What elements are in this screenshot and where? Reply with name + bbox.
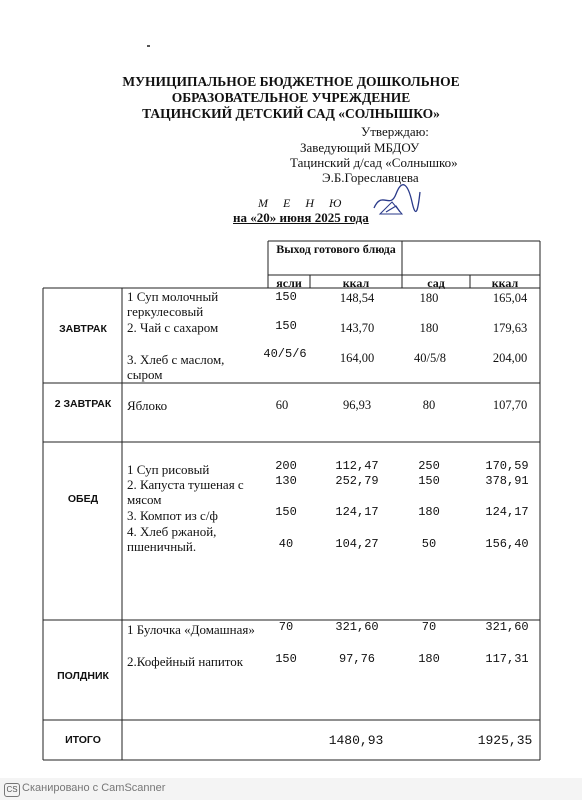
meal-lunch: ОБЕД [67, 493, 99, 505]
column-header-kcal-nursery: ккал [342, 276, 370, 290]
dish-yield-nursery: 200 [275, 459, 297, 473]
dish-kcal-nursery: 143,70 [339, 321, 375, 335]
meal-breakfast: ЗАВТРАК [59, 323, 107, 335]
dish-name: 2. Чай с сахаром [127, 320, 219, 335]
dish-yield-nursery: 40 [278, 537, 294, 551]
dish-kcal-nursery: 112,47 [335, 459, 379, 473]
column-header-kindergarten: сад [427, 276, 445, 290]
column-header-nursery: ясли [276, 276, 302, 290]
dish-kcal-kindergarten: 165,04 [492, 291, 528, 305]
total-kcal-nursery: 1480,93 [328, 733, 384, 748]
dish-yield-kindergarten: 50 [421, 537, 437, 551]
dish-yield-nursery: 150 [275, 319, 297, 333]
total-kcal-kindergarten: 1925,35 [477, 733, 533, 748]
dish-kcal-nursery: 124,17 [335, 505, 379, 519]
dish-yield-nursery: 70 [278, 620, 294, 634]
dish-name: 1 Суп молочный геркулесовый [127, 289, 219, 319]
dish-name: 2.Кофейный напиток [127, 654, 244, 669]
signature-stamp [372, 180, 422, 220]
dish-yield-nursery: 150 [275, 505, 297, 519]
dish-kcal-nursery: 96,93 [342, 398, 372, 412]
dish-yield-nursery: 60 [275, 398, 289, 412]
dish-kcal-kindergarten: 107,70 [492, 398, 528, 412]
dish-yield-kindergarten: 180 [419, 321, 439, 335]
dish-kcal-kindergarten: 321,60 [485, 620, 529, 634]
dish-yield-nursery: 150 [275, 290, 297, 304]
dish-name: 1 Булочка «Домашная» [127, 622, 255, 637]
org-title-line-3: ТАЦИНСКИЙ ДЕТСКИЙ САД «СОЛНЫШКО» [142, 106, 440, 121]
org-title-line-1: МУНИЦИПАЛЬНОЕ БЮДЖЕТНОЕ ДОШКОЛЬНОЕ [122, 74, 460, 89]
scan-speck [147, 45, 150, 47]
dish-yield-nursery: 130 [275, 474, 297, 488]
dish-yield-kindergarten: 250 [418, 459, 440, 473]
dish-name: 3. Хлеб с маслом, сыром [127, 352, 225, 382]
dish-kcal-kindergarten: 124,17 [485, 505, 529, 519]
dish-yield-nursery: 40/5/6 [263, 347, 307, 361]
meal-afternoon-snack: ПОЛДНИК [57, 670, 109, 682]
dish-kcal-kindergarten: 156,40 [485, 537, 529, 551]
dish-kcal-kindergarten: 378,91 [485, 474, 529, 488]
menu-title: М Е Н Ю [258, 196, 348, 210]
dish-kcal-nursery: 148,54 [339, 291, 375, 305]
dish-name: 3. Компот из с/ф [127, 508, 218, 523]
meal-second-breakfast: 2 ЗАВТРАК [54, 398, 112, 410]
column-header-kcal-kindergarten: ккал [491, 276, 519, 290]
dish-name: 4. Хлеб ржаной, пшеничный. [127, 524, 217, 554]
dish-kcal-nursery: 164,00 [339, 351, 375, 365]
dish-yield-kindergarten: 180 [418, 652, 440, 666]
approval-position: Заведующий МБДОУ [300, 140, 420, 155]
dish-kcal-nursery: 104,27 [335, 537, 379, 551]
dish-yield-nursery: 150 [275, 652, 297, 666]
scanner-watermark-text: Сканировано с CamScanner [22, 782, 166, 794]
menu-date: на «20» июня 2025 года [233, 210, 369, 225]
dish-name: 1 Суп рисовый [127, 462, 210, 477]
yield-header: Выход готового блюда [276, 242, 396, 256]
dish-kcal-nursery: 252,79 [335, 474, 379, 488]
dish-yield-kindergarten: 70 [421, 620, 437, 634]
approval-label: Утверждаю: [361, 124, 429, 139]
camscanner-logo-icon: CS [4, 783, 20, 797]
dish-kcal-kindergarten: 179,63 [492, 321, 528, 335]
approval-organization: Тацинский д/сад «Солнышко» [290, 155, 458, 170]
dish-yield-kindergarten: 150 [418, 474, 440, 488]
dish-yield-kindergarten: 180 [418, 505, 440, 519]
dish-kcal-kindergarten: 117,31 [485, 652, 529, 666]
dish-yield-kindergarten: 80 [422, 398, 436, 412]
org-title-line-2: ОБРАЗОВАТЕЛЬНОЕ УЧРЕЖДЕНИЕ [171, 90, 411, 105]
dish-name: 2. Капуста тушеная с мясом [127, 477, 244, 507]
approval-name: Э.Б.Гореславцева [322, 170, 419, 185]
dish-yield-kindergarten: 40/5/8 [414, 351, 446, 365]
total-label: ИТОГО [65, 734, 101, 746]
dish-kcal-kindergarten: 170,59 [485, 459, 529, 473]
dish-yield-kindergarten: 180 [419, 291, 439, 305]
dish-kcal-kindergarten: 204,00 [492, 351, 528, 365]
dish-name: Яблоко [127, 398, 168, 413]
dish-kcal-nursery: 321,60 [335, 620, 379, 634]
dish-kcal-nursery: 97,76 [338, 652, 375, 666]
